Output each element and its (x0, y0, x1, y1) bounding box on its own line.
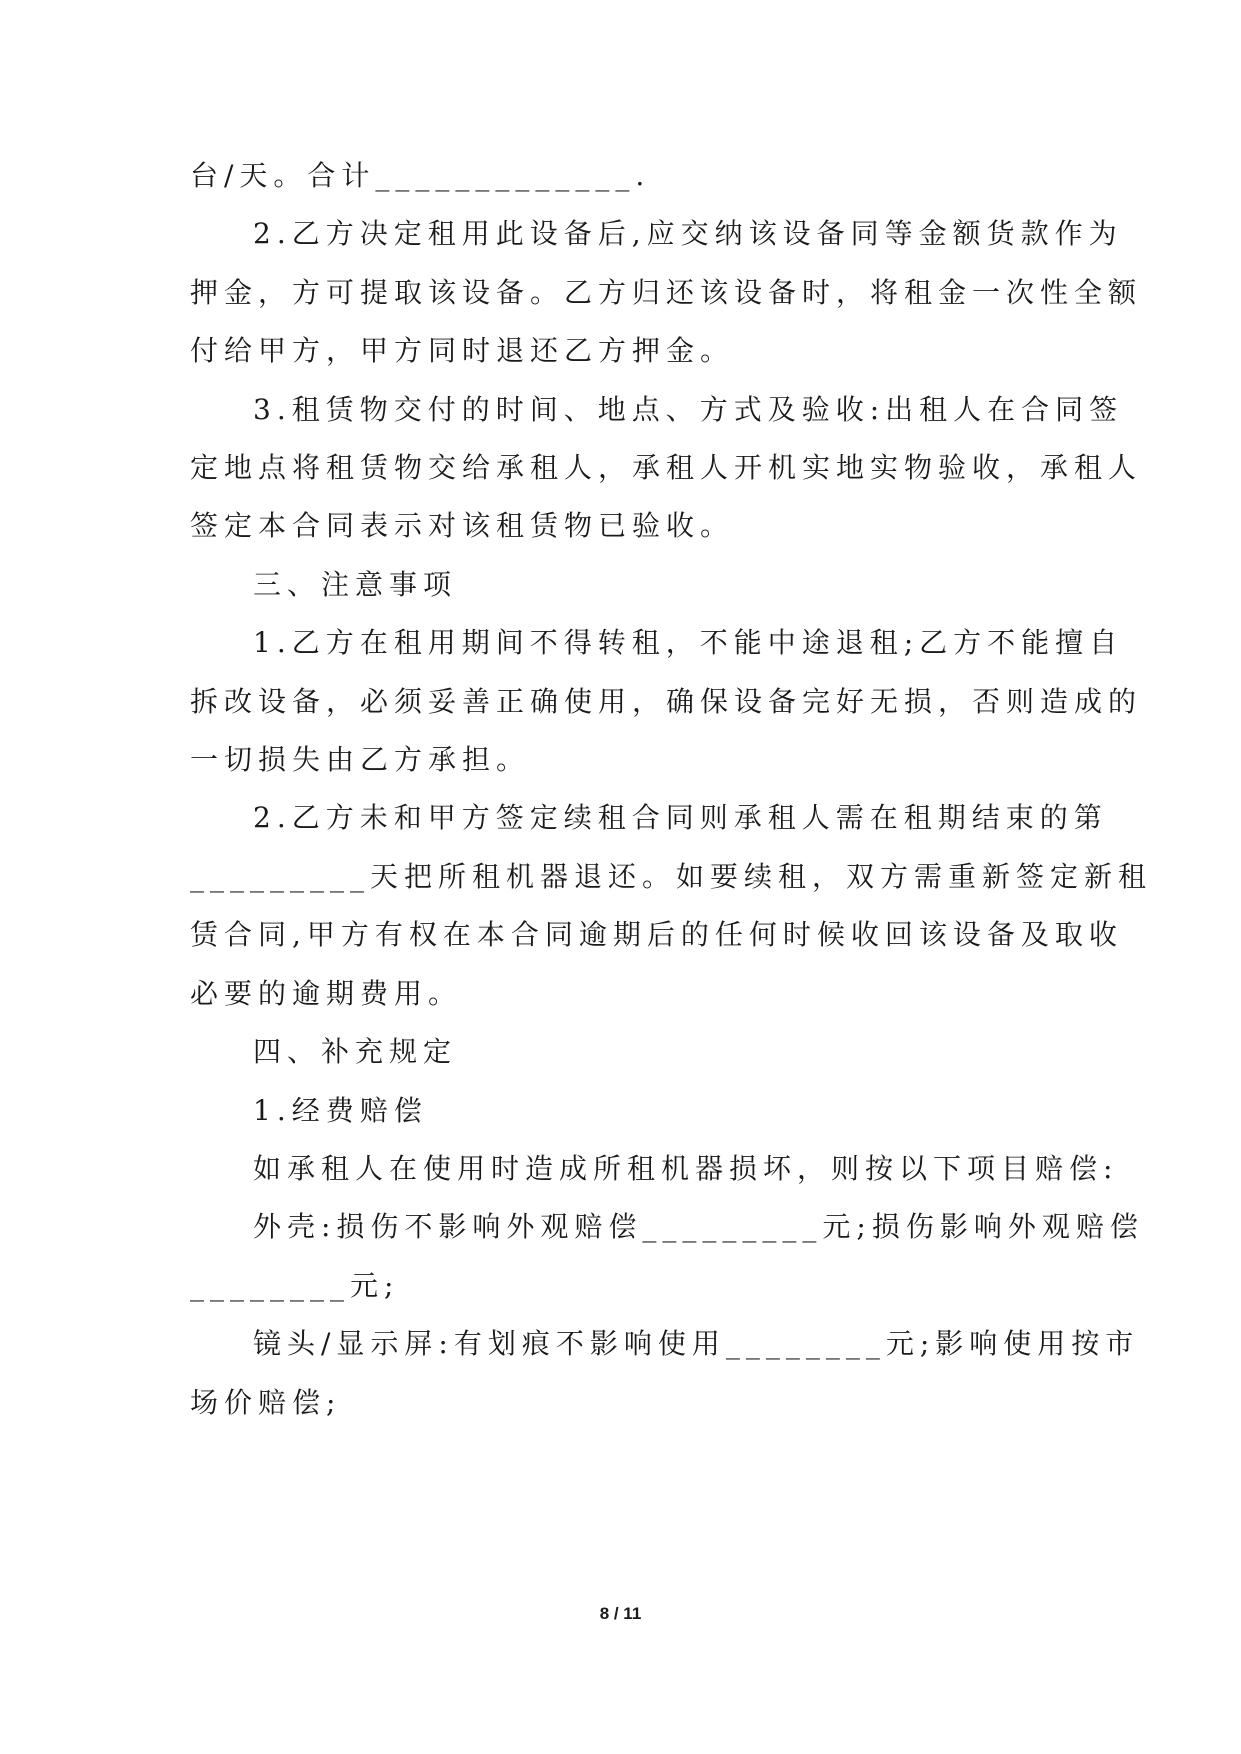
clause-2-deposit: 2.乙方决定租用此设备后,应交纳该设备同等金额货款作为 (253, 217, 1123, 250)
subheading-compensation: 1.经费赔偿 (253, 1094, 428, 1127)
section-heading-supplementary: 四、补充规定 (253, 1035, 458, 1068)
text-line: 赁合同,甲方有权在本合同逾期后的任何时候收回该设备及取收 (190, 918, 1123, 951)
text-line: 一切损失由乙方承担。 (190, 743, 531, 776)
text-line: ________元; (190, 1269, 400, 1302)
text-line-total: 台/天。合计_____________. (190, 159, 651, 192)
text-line: 场价赔偿; (190, 1386, 342, 1419)
clause-3-delivery: 3.租赁物交付的时间、地点、方式及验收:出租人在合同签 (253, 393, 1124, 426)
compensation-intro: 如承租人在使用时造成所租机器损坏，则按以下项目赔偿: (253, 1152, 1119, 1185)
notes-clause-2: 2.乙方未和甲方签定续租合同则承租人需在租期结束的第 (253, 801, 1108, 834)
text-line: 拆改设备，必须妥善正确使用，确保设备完好无损，否则造成的 (190, 685, 1143, 718)
text-line: _________天把所租机器退还。如要续租，双方需重新签定新租 (190, 860, 1153, 893)
notes-clause-1: 1.乙方在租用期间不得转租，不能中途退租;乙方不能擅自 (253, 626, 1124, 659)
compensation-shell: 外壳:损伤不影响外观赔偿_________元;损伤影响外观赔偿 (253, 1210, 1144, 1243)
text-line: 必要的逾期费用。 (190, 977, 463, 1010)
text-line: 押金，方可提取该设备。乙方归还该设备时，将租金一次性全额 (190, 276, 1143, 309)
text-line: 签定本合同表示对该租赁物已验收。 (190, 509, 735, 542)
text-line: 定地点将租赁物交给承租人，承租人开机实地实物验收，承租人 (190, 451, 1143, 484)
text-line: 付给甲方，甲方同时退还乙方押金。 (190, 334, 735, 367)
section-heading-notes: 三、注意事项 (253, 568, 458, 601)
compensation-lens-screen: 镜头/显示屏:有划痕不影响使用________元;影响使用按市 (253, 1327, 1140, 1360)
page-number: 8 / 11 (599, 1604, 642, 1623)
